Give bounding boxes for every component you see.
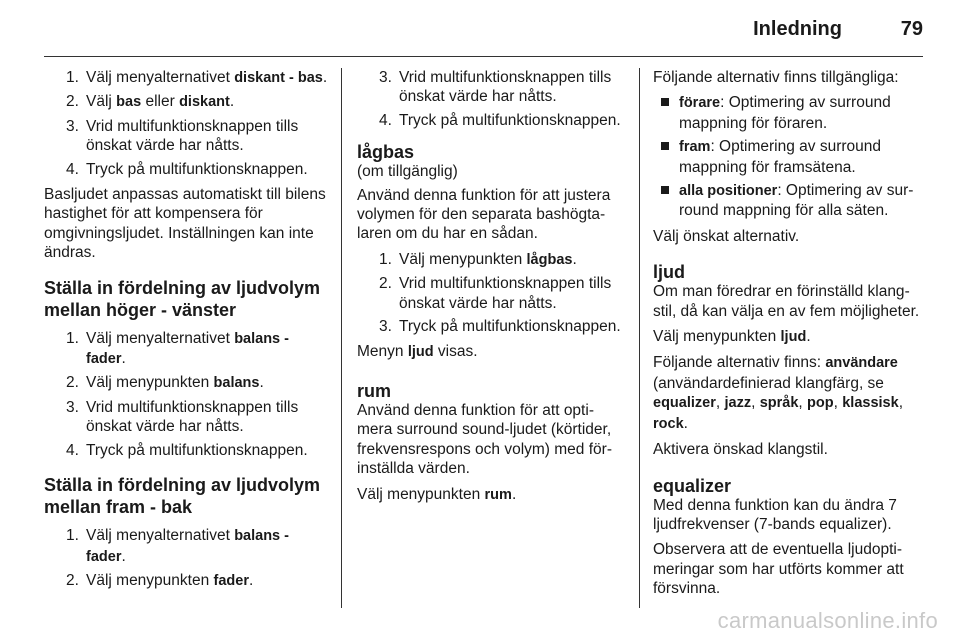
bullet-icon [661,142,669,150]
list-item: 1. Välj menyalternativet balans - fader. [66,527,289,565]
list-item: fram: Optimering av surround mappning för framsätena. [653,137,921,177]
page-number: 79 [900,18,923,40]
section-heading: Ställa in fördelning av ljudvolym mellan fram - bak [44,475,321,518]
paragraph: Välj menypunkten rum. [357,485,517,503]
paragraph: Följande alternativ finns tillgängliga: [653,69,899,86]
paragraph: Basljudet anpassas automatiskt till bilens hastighet för att kompensera för omgivningsljudet. Inställningen kan inte ändras. [44,186,326,262]
page-header [0,0,960,52]
section-heading: ljud [653,262,685,283]
paragraph: Välj önskat alternativ. [653,227,800,245]
watermark: carmanualsonline.info [717,608,938,633]
steps-list-fader [44,526,330,591]
paragraph: Använd denna funktion för att optimera surround sound-ljudet (körtider, frekvensrespons och volym) med förinställda värden. [357,401,612,478]
page-title: Inledning [753,18,842,40]
list-item: 4. Tryck på multifunktionsknappen. [66,441,308,459]
steps-list-diskant [44,68,330,179]
list-item: 1. Välj menypunkten lågbas. [379,250,577,268]
steps-list-continued [357,68,623,130]
list-item: 4. Tryck på multifunktionsknappen. [66,160,308,178]
paragraph: Med denna funktion kan du ändra 7 ljudfrekvenser (7-bands equalizer). [653,496,897,533]
list-item: 3. Vrid multifunktionsknappen tills önskat värde har nåtts. [66,117,299,155]
paragraph: Använd denna funktion för att justera volymen för den separata bashögtalaren om du har en sådan. [357,186,611,243]
options-list [653,93,921,220]
list-item: 2. Välj bas eller diskant. [66,93,235,111]
column-middle [357,68,623,511]
list-item: 4. Tryck på multifunktionsknappen. [379,111,621,129]
paragraph: Aktivera önskad klangstil. [653,441,828,459]
list-item: 3. Vrid multifunktionsknappen tills önskat värde har nåtts. [379,69,612,106]
paragraph: Observera att de eventuella ljudoptimeringar som har utförts kommer att försvinna. [653,541,904,598]
column-divider-1 [341,68,342,608]
list-item: 2. Välj menypunkten balans. [66,374,264,392]
list-item: 1. Välj menyalternativet balans - fader. [66,329,289,368]
bullet-icon [661,98,669,106]
list-item: 2. Välj menypunkten fader. [66,571,254,589]
section-heading: rum [357,380,392,401]
steps-list-balans [44,329,330,460]
section-heading: equalizer [653,475,732,496]
column-divider-2 [639,68,640,608]
header-divider [44,56,923,57]
paragraph: Menyn ljud visas. [357,343,478,361]
list-item: förare: Optimering av surround mappning för föraren. [653,93,921,133]
steps-list-lagbas [357,250,623,337]
list-item: 3. Tryck på multifunktionsknappen. [379,318,621,336]
subheading-note: (om tillgänglig) [357,163,458,181]
column-right [653,68,921,605]
column-left [44,68,330,597]
section-heading: Ställa in fördelning av ljudvolym mellan höger - vänster [44,277,321,320]
paragraph: Om man föredrar en förinställd klangstil, då kan välja en av fem möjligheter. [653,283,920,320]
section-heading: lågbas [357,142,415,163]
list-item: 1. Välj menyalternativet diskant - bas. [66,69,328,86]
bullet-icon [661,186,669,194]
list-item: 2. Vrid multifunktionsknappen tills önskat värde har nåtts. [379,275,612,312]
list-item: 3. Vrid multifunktionsknappen tills önskat värde har nåtts. [66,398,299,436]
list-item: alla positioner: Optimering av surround mappning för alla säten. [653,181,921,221]
paragraph: Följande alternativ finns: användare (användardefinierad klangfärg, se equalizer, jazz, språk, pop, klassisk, rock. [653,354,903,432]
paragraph: Välj menypunkten ljud. [653,328,811,346]
